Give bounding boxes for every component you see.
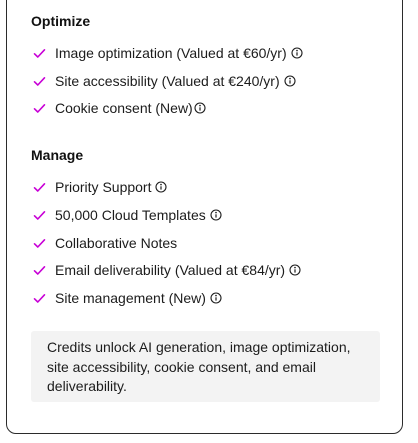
feature-label: Email deliverability (Valued at €84/yr) [55,262,286,278]
check-icon [33,75,46,88]
check-icon [33,47,46,60]
optimize-section-title: Optimize [31,13,91,29]
feature-label: Cookie consent (New) [55,100,193,116]
feature-label: Image optimization (Valued at €60/yr) [55,45,287,61]
feature-label: Priority Support [55,179,152,195]
feature-site-management [33,289,222,307]
check-icon [33,102,46,115]
check-icon [33,237,46,250]
manage-section-title: Manage [31,147,84,163]
feature-label: 50,000 Cloud Templates [55,207,206,223]
check-icon [33,264,46,277]
info-circle-icon[interactable] [210,292,222,304]
feature-label: Site management (New) [55,290,206,306]
info-circle-icon[interactable] [194,102,206,114]
credits-note-text: Credits unlock AI generation, image optimization, site accessibility, cookie consent, and email deliverability. [47,339,351,394]
check-icon [33,181,46,194]
info-circle-icon[interactable] [289,264,301,276]
feature-image-optimization [33,44,303,62]
feature-site-accessibility [33,72,296,90]
info-circle-icon[interactable] [155,181,167,193]
info-circle-icon[interactable] [284,75,296,87]
check-icon [33,292,46,305]
feature-cookie-consent [33,99,206,117]
feature-label: Site accessibility (Valued at €240/yr) [55,73,280,89]
info-circle-icon[interactable] [291,47,303,59]
credits-note [31,331,380,402]
feature-cloud-templates [33,206,222,224]
feature-collaborative-notes [33,234,177,252]
feature-priority-support [33,178,167,196]
check-icon [33,209,46,222]
feature-label: Collaborative Notes [55,235,178,251]
info-circle-icon[interactable] [210,209,222,221]
feature-email-deliverability [33,261,301,279]
